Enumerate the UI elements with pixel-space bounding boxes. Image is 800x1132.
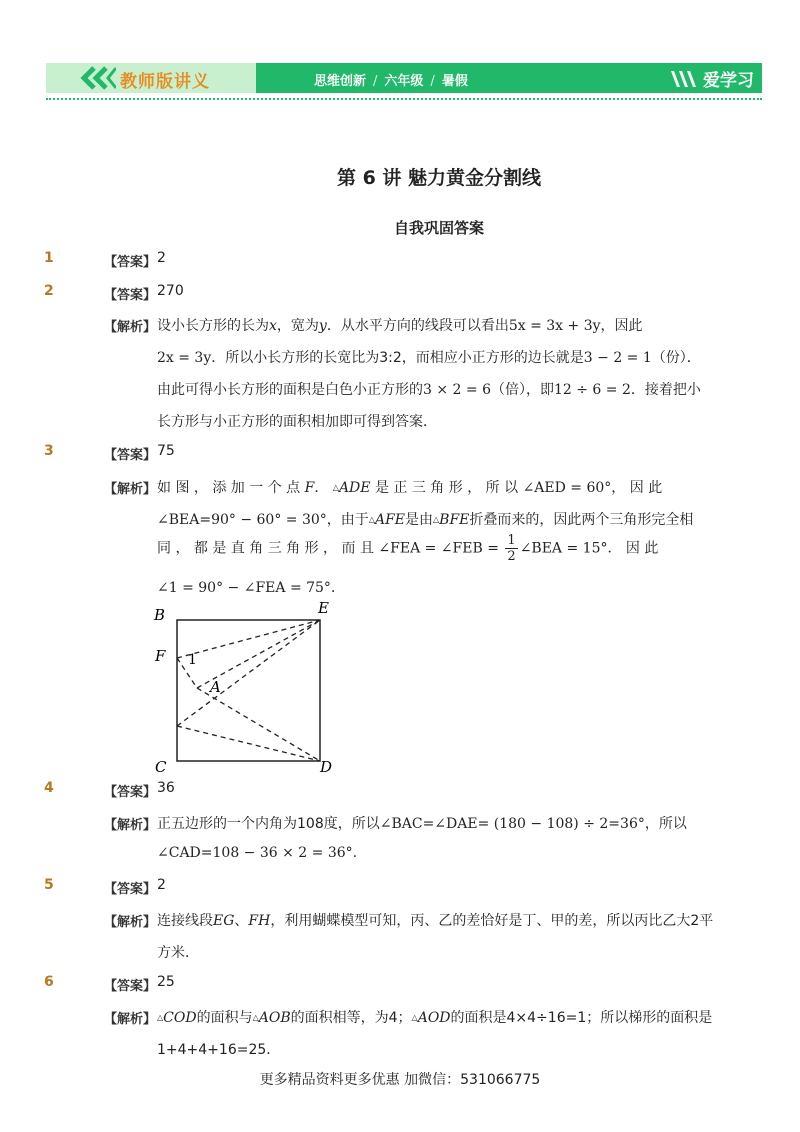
text: ．接着把小 <box>630 382 701 398</box>
answer-label: 【答案】 <box>104 255 157 270</box>
fraction-numerator: 1 <box>507 533 516 548</box>
problem-number: 6 <box>44 974 54 990</box>
math: 3 × 2 = 6 <box>423 382 491 398</box>
analysis-line: 长方形与小正方形的面积相加即可得到答案． <box>157 414 437 430</box>
math: 12 ÷ 6 = 2 <box>553 382 631 398</box>
text: （倍），即 <box>490 382 554 398</box>
math: 2x = 3y <box>157 350 212 366</box>
lecture-title: 第 6 讲 魅力黄金分割线 <box>336 167 542 189</box>
analysis-label: 【解析】 <box>104 818 157 833</box>
math: ADE <box>338 480 371 496</box>
double-chevron-left-icon <box>80 66 116 90</box>
triangle-icon: △ <box>332 483 339 492</box>
text: 正五边形的一个内角为108度，所以 <box>157 816 380 832</box>
breadcrumb-item: 暑假 <box>441 74 468 89</box>
text: ， 因 此 <box>611 480 663 496</box>
text: . <box>352 845 358 861</box>
analysis-line <box>157 379 713 399</box>
breadcrumb-item: 思维创新 <box>314 74 367 89</box>
logo-mark-icon <box>669 67 699 89</box>
math: x <box>269 318 277 334</box>
breadcrumb-separator: / <box>373 74 378 89</box>
header-banner <box>46 63 762 93</box>
analysis-line: 方米． <box>157 945 199 961</box>
analysis-label: 【解析】 <box>104 320 157 335</box>
analysis-label: 【解析】 <box>104 482 157 497</box>
label-b: B <box>154 606 166 624</box>
label-angle-1: 1 <box>188 652 197 668</box>
math: ∠BEA = 15° <box>519 540 608 557</box>
triangle-icon: △ <box>252 1013 259 1022</box>
math: EG <box>213 913 235 929</box>
answer-value: 270 <box>157 283 184 299</box>
math: ∠BAC=∠DAE= (180 − 108) ÷ 2=36° <box>379 816 645 832</box>
text: （份）． <box>651 350 701 366</box>
text: 、 <box>234 913 249 929</box>
math: ∠1 = 90° − ∠FEA = 75° <box>157 580 331 596</box>
analysis-line <box>157 577 713 597</box>
label-d: D <box>320 758 333 776</box>
problem-number: 2 <box>44 283 54 299</box>
answer-label: 【答案】 <box>104 979 157 994</box>
text: 设小长方形的长为 <box>157 318 269 334</box>
analysis-line <box>157 533 713 564</box>
text: ，宽为 <box>276 318 319 334</box>
text: ．从水平方向的线段可以看出 <box>326 318 509 334</box>
text: 的面积是4×4÷16=1；所以梯形的面积是 <box>450 1010 713 1026</box>
math: ∠BEA=90° − 60° = 30° <box>157 512 327 528</box>
triangle-icon: △ <box>368 515 375 524</box>
math: AOD <box>417 1010 451 1026</box>
triangle-icon: △ <box>157 1013 164 1022</box>
answer-value: 36 <box>157 780 175 796</box>
text: 的面积相等，为4； <box>290 1010 412 1026</box>
problem-number: 1 <box>44 250 54 266</box>
text: ． 因 此 <box>607 540 659 557</box>
math: y <box>318 318 327 334</box>
analysis-line <box>157 845 713 861</box>
triangle-icon: △ <box>411 1013 418 1022</box>
fraction <box>505 533 517 564</box>
math: ∠AED = 60° <box>522 480 612 496</box>
problem-number: 4 <box>44 780 54 796</box>
math: ∠CAD=108 − 36 × 2 = 36° <box>157 845 353 861</box>
label-c: C <box>155 758 167 776</box>
math: F <box>304 480 315 496</box>
dashed-lines <box>177 620 320 761</box>
geometry-figure <box>150 600 340 780</box>
logo-text: 爱学习 <box>703 70 754 91</box>
square-bcde <box>177 620 320 761</box>
analysis-line <box>157 813 713 833</box>
answer-label: 【答案】 <box>104 785 157 800</box>
answer-label: 【答案】 <box>104 882 157 897</box>
answer-value: 2 <box>157 877 166 893</box>
analysis-label: 【解析】 <box>104 915 157 930</box>
label-a: A <box>210 678 221 696</box>
text: ，因此 <box>600 318 643 334</box>
section-title: 自我巩固答案 <box>393 219 484 237</box>
text: ，由于 <box>326 512 369 528</box>
brand-logo <box>669 66 754 90</box>
math: ∠FEA = ∠FEB = <box>378 540 499 557</box>
header-dotted-divider <box>46 98 762 100</box>
analysis-line <box>157 509 713 529</box>
banner-title: 教师版讲义 <box>120 72 210 92</box>
text: ．所以小长方形的长宽比为3:2，而相应小正方形的边长就是 <box>211 350 584 366</box>
analysis-line: 1+4+4+16=25． <box>157 1042 281 1058</box>
fraction-denominator: 2 <box>507 549 516 564</box>
breadcrumb-item: 六年级 <box>384 74 424 89</box>
math: AOB <box>258 1010 291 1026</box>
text: 如 图 ， 添 加 一 个 点 <box>157 480 301 496</box>
answer-value: 75 <box>157 443 175 459</box>
answer-value: 25 <box>157 974 175 990</box>
analysis-label: 【解析】 <box>104 1012 157 1027</box>
breadcrumb-separator: / <box>430 74 435 89</box>
text: 是由 <box>405 512 433 528</box>
triangle-icon: △ <box>433 515 440 524</box>
math: AFE <box>374 512 405 528</box>
math: 5x = 3x + 3y <box>508 318 601 334</box>
text: 连接线段 <box>157 913 213 929</box>
double-chevron-right-icon <box>264 66 300 90</box>
answer-label: 【答案】 <box>104 288 157 303</box>
analysis-line <box>157 315 713 335</box>
text: 折叠而来的，因此两个三角形完全相 <box>469 512 694 528</box>
breadcrumb <box>314 70 468 89</box>
analysis-line <box>157 477 713 497</box>
footer-promo: 更多精品资料更多优惠 加微信：531066775 <box>259 1072 541 1088</box>
math: COD <box>163 1010 197 1026</box>
analysis-line <box>157 1007 713 1027</box>
problem-number: 5 <box>44 877 54 893</box>
label-f: F <box>155 647 166 665</box>
analysis-line <box>157 347 713 367</box>
text: ，所以 <box>644 816 687 832</box>
analysis-line <box>157 910 713 930</box>
text: 同 ， 都 是 直 角 三 角 形 ， 而 且 <box>157 540 374 557</box>
text: ，利用蝴蝶模型可知，丙、乙的差恰好是丁、甲的差，所以丙比乙大2平 <box>270 913 714 929</box>
text: 是 正 三 角 形 ， 所 以 <box>374 480 519 496</box>
answer-value: 2 <box>157 250 166 266</box>
math: FH <box>248 913 271 929</box>
text: ． <box>330 580 345 596</box>
text: 由此可得小长方形的面积是白色小正方形的 <box>157 382 423 398</box>
math: BFE <box>439 512 470 528</box>
label-e: E <box>318 600 329 617</box>
text: ． <box>314 480 329 496</box>
answer-label: 【答案】 <box>104 448 157 463</box>
math: 3 − 2 = 1 <box>583 350 652 366</box>
text: 的面积与 <box>196 1010 253 1026</box>
problem-number: 3 <box>44 443 54 459</box>
